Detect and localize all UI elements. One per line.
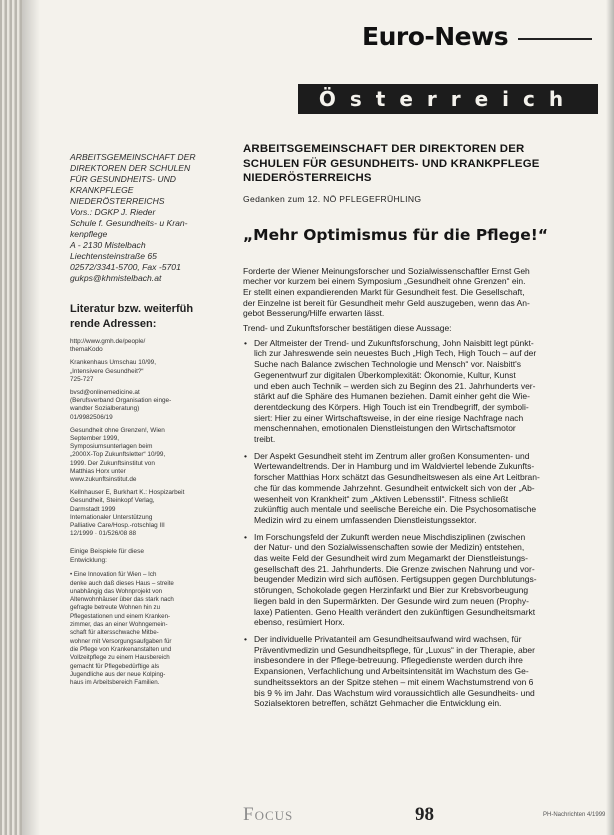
address-line: NIEDERÖSTERREICHS [70,196,165,206]
example-line: Vollzeitpflege zu einem Hausbereich [70,654,170,662]
bullet-item [243,532,603,628]
organization-heading-line: SCHULEN FÜR GESUNDHEITS- UND KRANKPFLEGE [243,157,540,170]
article [243,142,603,715]
address-line: Liechtensteinstraße 65 [70,251,157,261]
body-line: beugender Medizin wird sich auflösen. Fertigsuppen gegen Durchblutungs- [254,574,537,585]
body-line: lich zur Jahreswende sein neuestes Buch „High Tech, High Touch – auf der [254,348,537,359]
body-line: insbesondere in der Pflege-betreuung. Pflegedienste werden durch ihre [254,655,523,666]
reference-list [70,338,220,538]
reference-line: Darmstadt 1999 [70,505,116,513]
body-line: Wertewandeltrends. Der in Hamburg und im Waldviertel lebende Zukunfts- [254,461,535,472]
gutter-shadow [22,0,40,835]
page-footer [243,804,606,826]
address-email: gukps@khmistelbach.at [70,273,162,283]
bullet-dot: • [244,450,247,461]
address-line: Schule f. Gesundheits- u Kran- [70,218,188,228]
literature-heading-line: rende Adressen: [70,318,157,330]
example-line: Jugendliche aus der neue Kolping- [70,670,166,678]
example-line: gemacht für Pflegebedürftige als [70,662,160,670]
reference-line: 12/1999 · 01/526/08 88 [70,530,137,538]
literature-heading [70,302,220,332]
address-line: KRANKPFLEGE [70,185,134,195]
body-line: Trend- und Zukunftsforscher bestätigen diese Aussage: [243,323,452,334]
bullet-item [243,338,603,445]
body-line: bis 9 % im Jahr. Das Wachstum wird voraussichtlich alle Gesundheits- und [254,687,535,698]
address-line: 02572/3341-5700, Fax -5701 [70,262,181,272]
body-line: das weite Feld der Gesundheit wird zum Megamarkt der Dienstleistungs- [254,553,529,564]
body-line: mecher vor kurzem bei einem Symposium „Gesundheit ohne Grenzen“ ein. [243,276,526,287]
body-line: Suche nach Balance zwischen Technologie und Mensch“ vor. Naisbitt's [254,359,522,370]
bullet-dot: • [244,531,247,542]
example-heading-line: Entwicklung: [70,556,108,564]
article-body [243,266,603,709]
article-subheading: Gedanken zum 12. NÖ PFLEGEFRÜHLING [243,193,422,204]
body-line: und eben auch Technik – werden sich zu Beginn des 21. Jahrhunderts ver- [254,380,536,391]
reference-line: Palliative Care/Hosp.-rotschlag III [70,522,165,530]
reference-line: www.zukunftsinstitut.de [70,476,137,484]
literature-heading-line: Literatur bzw. weiterfüh [70,303,194,315]
body-line: siert: Hier zu einer Wirtschaftsweise, in der eine riesige Nachfrage nach [254,412,524,423]
masthead-title: Euro-News [352,22,518,51]
page-number: 98 [415,804,434,825]
body-line: Forderte der Wiener Meinungsforscher und Sozialwissenschaftler Ernst Geh [243,265,530,276]
example-line: gefragte betreute Wohnen hin zu [70,604,161,612]
body-line: gebot Besserung/Hilfe erwarten lässt. [243,308,385,319]
body-line: der Natur- und den Sozialwissenschaften sowie der Medizin) entstehen, [254,542,525,553]
body-line: che für das kommende Jahrzehnt. Gesundheit entwickelt sich von der „Ab- [254,482,535,493]
example-line: Pflegestationen und einem Kranken- [70,612,171,620]
reference-line: Matthias Horx unter [70,467,126,475]
reference-line: Gesundheit, Steinkopf Verlag, [70,497,155,505]
example-line: die Pflege von Krankenanstalten und [70,645,172,653]
body-line: derentdeckung des Körpers. High Touch ist ein Trendbegriff, der symboli- [254,401,529,412]
address-line: ARBEITSGEMEINSCHAFT DER [70,152,196,162]
address-line: DIREKTOREN DER SCHULEN [70,163,191,173]
reference-line: bvsd@onlinemedicine.at [70,389,140,397]
reference-line: September 1999, [70,435,120,443]
bullet-item [243,634,603,709]
body-line: wesenheit von Krankheit“ zum „Aktiven Lebensstil“. Fitness schließt [254,493,509,504]
example-line: haus im Arbeitsbereich Familien. [70,679,160,687]
body-line: sundheitssektors an der Spitze stehen – mit einem Wachstumstrend von 6 [254,676,534,687]
body-line: Gegenentwurf zur digitalen Überkomplexität: Ökonomie, Kultur, Kunst [254,369,516,380]
body-line: Der Aspekt Gesundheit steht im Zentrum aller großen Konsumenten- und [254,450,530,461]
reference-line: wandter Sozialberatung) [70,405,140,413]
address-line: A - 2130 Mistelbach [70,240,146,250]
body-line: Expansionen, Verfachlichung und Arbeitsintensität im Wachstum des Ge- [254,666,529,677]
body-line: Medizin wird zu einem umfassenden Dienstleistungssektor. [254,514,477,525]
body-line: Sozialsektoren betreffen, schätzt Gehmacher die Entwicklung ein. [254,698,502,709]
reference-line: 01/9982506/19 [70,413,113,421]
example-text [70,571,220,687]
example-line: Altenwohnhäuser über das stark nach [70,596,174,604]
body-line: stärkt auf die Sphäre des Humanen beziehen. Damit einher geht die Wie- [254,391,530,402]
address-line: kenpflege [70,229,108,239]
sidebar-address [70,152,220,284]
example-line: denke auch daß dieses Haus – streite [70,579,174,587]
masthead [352,22,592,56]
organization-heading-line: NIEDERÖSTERREICHS [243,172,372,184]
issue-reference: PH-Nachrichten 4/1999 [543,812,606,818]
article-headline: „Mehr Optimismus für die Pflege!“ [243,225,549,244]
reference-line: „Intensivere Gesundheit?“ [70,367,144,375]
bullet-dot: • [244,634,247,644]
example-line: unabhängig das Wohnprojekt von [70,587,163,595]
reference-line: Kellnhauser E, Burkhart K.: Hospizarbeit [70,489,185,497]
example-line: schaft für altersschwache Mitbe- [70,629,159,637]
body-line: zukünftig auch mentale und seelische Bereiche ein. Die Psychosomatische [254,504,537,515]
reference-line: Symposiumsunterlagen beim [70,443,153,451]
body-line: störungen, Schokolade gegen Herzinfarkt und Bier zur Krebsvorbeugung [254,585,529,596]
body-line: laxe) Patienten. Geno Health verändert den zukünftigen Gesundheitsmarkt [254,606,536,617]
footer-brand: Focus [243,804,294,825]
organization-heading [243,142,603,186]
example-line: • Eine Innovation für Wien – Ich [70,571,157,579]
example-heading [70,548,220,565]
reference-line: 725-727 [70,375,94,383]
intro-paragraph [243,266,603,320]
body-line: Im Forschungsfeld der Zukunft werden neue Mischdisziplinen (zwischen [254,531,526,542]
country-banner: Österreich [298,84,598,114]
book-spine [0,0,22,835]
body-line: ebenso, resümiert Horx. [254,617,345,628]
address-line: FÜR GESUNDHEITS- UND [70,174,176,184]
body-line: menschennahen, emotionalen Dienstleistungen den Wirtschaftsmotor [254,423,516,434]
bullet-dot: • [244,337,247,348]
example-line: wohner mit Versorgungsaufgaben für [70,637,172,645]
intro-paragraph-2 [243,323,603,334]
reference-line: Krankenhaus Umschau 10/99, [70,359,156,367]
body-line: gesellschaft des 21. Jahrhunderts. Die Grenze zwischen Nahrung und vor- [254,563,535,574]
reference-line: Internationaler Unterstützung [70,513,153,521]
page-edge-shadow [606,0,614,835]
body-line: Er stellt einen expandierenden Markt für Gesundheit fest. Die Gesellschaft, [243,286,525,297]
reference-line: „2000X-Top Zukunftsletter“ 10/99, [70,451,166,459]
organization-heading-line: ARBEITSGEMEINSCHAFT DER DIREKTOREN DER [243,143,525,155]
body-line: liegen bald in den Supermärkten. Der Gesunde wird zum neuen (Prophy- [254,595,529,606]
reference-line: http://www.gmh.de/people/ [70,338,146,345]
example-line: zimmer, das an einer Wohngemein- [70,621,168,629]
body-line: treibt. [254,434,276,445]
example-heading-line: Einige Beispiele für diese [70,548,145,556]
reference-line: 1999. Der Zukunftsinstitut von [70,459,155,467]
address-line: Vors.: DGKP J. Rieder [70,207,156,217]
body-line: Der Altmeister der Trend- und Zukunftsforschung, John Naisbitt legt pünkt- [254,337,534,348]
reference-line: Gesundheit ohne Grenzen!, Wien [70,426,165,434]
bullet-item [243,451,603,526]
reference-line: themaKodo [70,346,103,354]
body-line: Präventivmedizin und Gesundheitspflege, für „Luxus“ in der Therapie, aber [254,644,535,655]
sidebar [70,152,220,687]
reference-line: (Berufsverband Organisation einge- [70,397,172,405]
body-line: Der individuelle Privatanteil am Gesundheitsaufwand wird wachsen, für [254,634,522,644]
body-line: forscher Matthias Horx schätzt das Gesundheitswesen als eine Art Leitbran- [254,472,540,483]
body-line: der Einzelne ist bereit für Gesundheit mehr Geld auszugeben, wenn das An- [243,297,530,308]
